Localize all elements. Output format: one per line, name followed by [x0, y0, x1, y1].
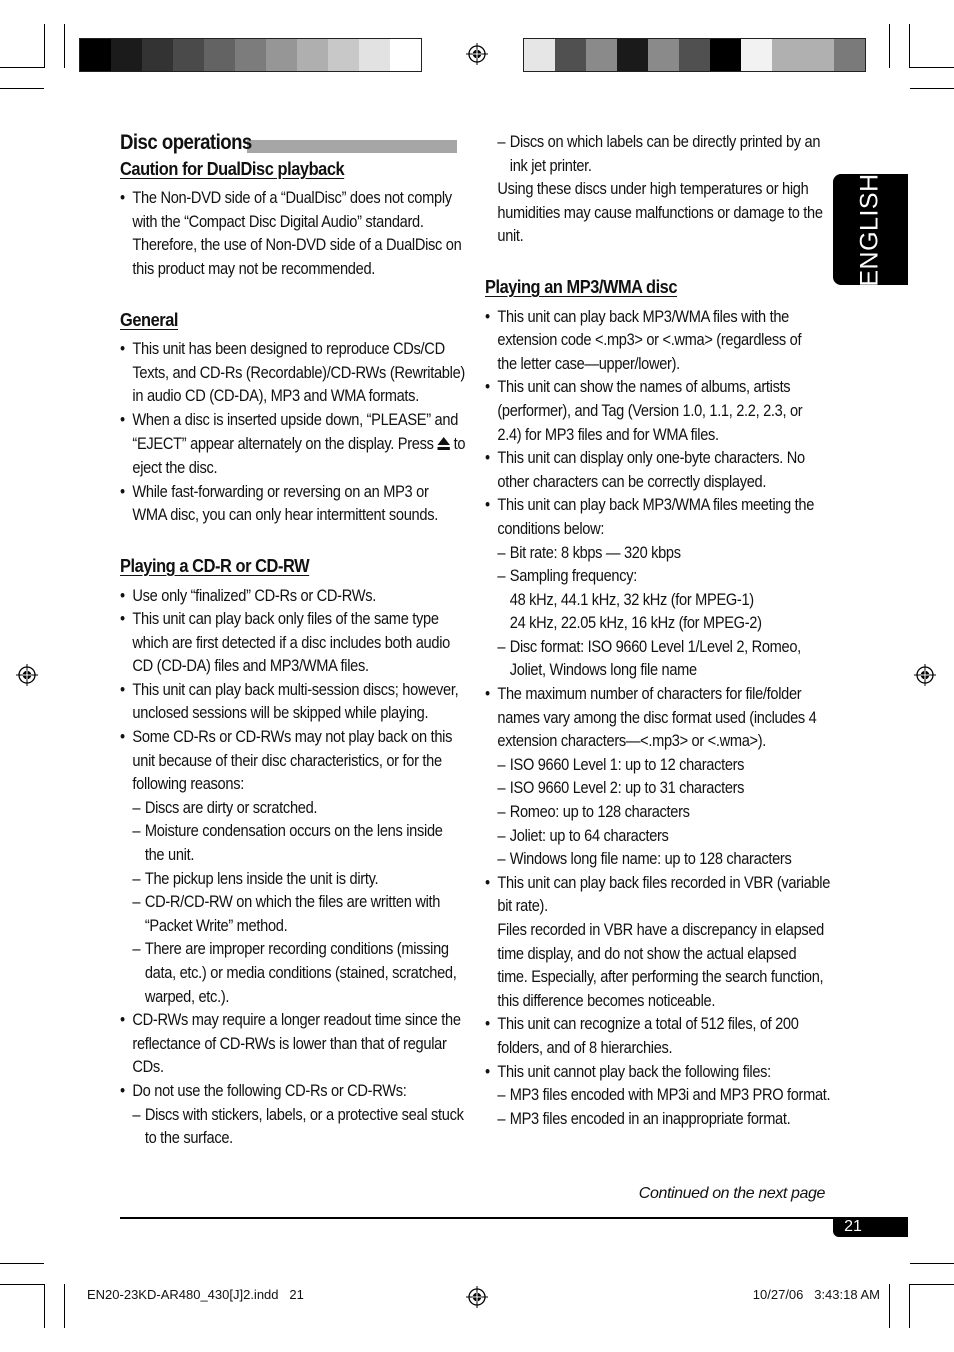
list-item-cont: WMA disc, you can only hear intermittent sounds. — [132, 506, 438, 525]
crop-mark — [0, 1263, 44, 1264]
paragraph-line: Using these discs under high temperatures or high — [497, 180, 809, 199]
list-item: • This unit can show the names of albums, artists — [485, 376, 830, 400]
list-item-cont: bit rate). — [497, 897, 548, 916]
list-item-cont: Files recorded in VBR have a discrepancy in elapsed — [497, 921, 824, 939]
sub-list-item: – Disc format: ISO 9660 Level 1/Level 2, Romeo, — [485, 636, 830, 660]
text-fragment: “EJECT” appear alternately on the display. Press — [132, 434, 438, 453]
list-item: • When a disc is inserted upside down, “PLEASE” and — [120, 409, 465, 433]
list-item-cont: this product may not be recommended. — [132, 259, 376, 278]
list-item: • This unit can play back only files of the same type — [120, 608, 465, 632]
file-info: EN20-23KD-AR480_430[J]2.indd 21 — [87, 1287, 304, 1302]
crop-mark — [64, 24, 65, 68]
list-item: • This unit cannot play back the following files: — [485, 1061, 830, 1085]
general-heading: General — [120, 308, 179, 330]
sub-list-item-cont: data, etc.) or media conditions (stained, scratched, — [144, 964, 457, 982]
color-swatch — [328, 39, 359, 71]
color-swatch — [390, 39, 421, 71]
sub-list-item-cont: 48 kHz, 44.1 kHz, 32 kHz (for MPEG-1) — [509, 590, 754, 609]
crop-mark — [910, 1284, 954, 1285]
eject-icon — [437, 434, 449, 458]
caution-heading: Caution for DualDisc playback — [120, 157, 345, 179]
timestamp: 10/27/06 3:43:18 AM — [752, 1287, 880, 1302]
sub-list-item: – The pickup lens inside the unit is dirty. — [120, 868, 465, 892]
list-item: • This unit can play back multi-session discs; however, — [120, 679, 465, 703]
list-item-cont: folders, and of 8 hierarchies. — [497, 1038, 673, 1057]
list-item: • This unit can display only one-byte characters. No — [485, 447, 830, 471]
color-swatch — [142, 39, 173, 71]
footer-rule — [120, 1217, 908, 1219]
crop-mark — [44, 24, 45, 68]
sub-list-item: – ISO 9660 Level 2: up to 31 characters — [485, 777, 830, 801]
list-item: • The Non-DVD side of a “DualDisc” does not comply — [120, 187, 465, 211]
list-item-cont — [120, 433, 465, 458]
color-swatch — [235, 39, 266, 71]
list-item: • Use only “finalized” CD-Rs or CD-RWs. — [120, 585, 465, 609]
paragraph-line: humidities may cause malfunctions or damage to the — [497, 203, 823, 222]
crop-mark — [910, 88, 954, 89]
text-fragment: to — [449, 434, 466, 453]
paragraph-line: unit. — [497, 227, 524, 246]
list-item-cont: with the “Compact Disc Digital Audio” standard. — [132, 212, 424, 231]
list-item: • This unit can recognize a total of 512 files, of 200 — [485, 1013, 830, 1037]
color-swatch — [266, 39, 297, 71]
list-item-cont: eject the disc. — [132, 459, 218, 478]
list-item: • This unit can play back MP3/WMA files with the — [485, 306, 830, 330]
color-swatch — [297, 39, 328, 71]
list-item-cont: names vary among the disc format used (includes 4 — [497, 708, 817, 727]
list-item-cont: reflectance of CD-RWs is lower than that of regular — [132, 1034, 447, 1053]
list-item-cont: Texts, and CD-Rs (Recordable)/CD-RWs (Rewritable) — [132, 363, 465, 382]
color-swatch — [524, 39, 555, 71]
sub-list-item-cont: to the surface. — [144, 1129, 233, 1148]
crop-mark — [909, 24, 910, 68]
crop-mark — [889, 1284, 890, 1328]
continued-note: Continued on the next page — [638, 1185, 825, 1202]
page-title: Disc operations — [120, 131, 252, 154]
sub-list-item: – There are improper recording conditions (missing — [120, 938, 465, 962]
color-swatch — [204, 39, 235, 71]
sub-list-item: – Discs on which labels can be directly printed by an — [485, 131, 830, 155]
sub-list-item-cont: the unit. — [144, 846, 195, 865]
list-item: • This unit can play back files recorded in VBR (variable — [485, 872, 830, 896]
color-swatch — [648, 39, 679, 71]
color-swatch — [111, 39, 142, 71]
crop-mark — [0, 67, 44, 68]
color-swatch — [741, 39, 772, 71]
left-column — [120, 131, 465, 1151]
crop-mark — [0, 1284, 44, 1285]
sub-list-item: – Joliet: up to 64 characters — [485, 825, 830, 849]
registration-mark-icon — [466, 1286, 488, 1308]
color-swatch — [772, 39, 803, 71]
list-item: • The maximum number of characters for file/folder — [485, 683, 830, 707]
list-item: • While fast-forwarding or reversing on an MP3 or — [120, 481, 465, 505]
color-calibration-bar-right — [523, 38, 866, 72]
list-item-cont: unclosed sessions will be skipped while playing. — [132, 704, 429, 723]
crop-mark — [910, 67, 954, 68]
sub-list-item: – Discs with stickers, labels, or a protective seal stuck — [120, 1104, 465, 1128]
sub-list-item-cont: “Packet Write” method. — [144, 916, 288, 935]
sub-list-item-cont: 24 kHz, 22.05 kHz, 16 kHz (for MPEG-2) — [509, 614, 762, 633]
color-swatch — [710, 39, 741, 71]
list-item: • Do not use the following CD-Rs or CD-RWs: — [120, 1080, 465, 1104]
color-swatch — [834, 39, 865, 71]
cdr-heading: Playing a CD-R or CD-RW — [120, 554, 310, 576]
color-calibration-bar-left — [79, 38, 422, 72]
sub-list-item: – Discs are dirty or scratched. — [120, 797, 465, 821]
sub-list-item: – Moisture condensation occurs on the lens inside — [120, 820, 465, 844]
list-item-cont: time. Especially, after performing the search function, — [497, 968, 824, 987]
list-item-cont: extension characters—<.mp3> or <.wma>). — [497, 732, 767, 751]
color-swatch — [617, 39, 648, 71]
crop-mark — [64, 1284, 65, 1328]
list-item-cont: CD (CD-DA) files and MP3/WMA files. — [132, 657, 369, 676]
list-item-cont: the letter case—upper/lower). — [497, 354, 680, 373]
sub-list-item: – Windows long file name: up to 128 characters — [485, 848, 830, 872]
list-item-cont: conditions below: — [497, 519, 605, 538]
registration-mark-icon — [466, 43, 488, 65]
sub-list-item-cont: warped, etc.). — [144, 987, 230, 1006]
sub-list-item: – MP3 files encoded with MP3i and MP3 PRO format. — [485, 1084, 830, 1108]
list-item-cont: time display, and do not show the actual elapsed — [497, 944, 797, 963]
list-item-cont: 2.4) for MP3 files and for WMA files. — [497, 425, 719, 444]
list-item-cont: extension code <.mp3> or <.wma> (regardless of — [497, 331, 802, 350]
sub-list-item: – MP3 files encoded in an inappropriate format. — [485, 1108, 830, 1132]
sub-list-item-cont: Joliet, Windows long file name — [509, 661, 697, 680]
list-item-cont: (performer), and Tag (Version 1.0, 1.1, 2.2, 2.3, or — [497, 401, 803, 420]
page-number: 21 — [844, 1218, 862, 1235]
language-tab-label: ENGLISH — [855, 173, 884, 287]
sub-list-item: – Romeo: up to 128 characters — [485, 801, 830, 825]
crop-mark — [44, 1284, 45, 1328]
color-swatch — [173, 39, 204, 71]
color-swatch — [80, 39, 111, 71]
registration-mark-icon — [914, 664, 936, 686]
mp3-heading: Playing an MP3/WMA disc — [485, 275, 678, 297]
registration-mark-icon — [16, 664, 38, 686]
sub-list-item: – ISO 9660 Level 1: up to 12 characters — [485, 754, 830, 778]
list-item: • CD-RWs may require a longer readout time since the — [120, 1009, 465, 1033]
list-item: • This unit can play back MP3/WMA files meeting the — [485, 494, 830, 518]
list-item-cont: following reasons: — [132, 775, 244, 794]
color-swatch — [803, 39, 834, 71]
list-item-cont: this difference becomes noticeable. — [497, 991, 716, 1010]
list-item-cont: CDs. — [132, 1058, 164, 1077]
crop-mark — [909, 1284, 910, 1328]
sub-list-item: – CD-R/CD-RW on which the files are written with — [120, 891, 465, 915]
list-item-cont: in audio CD (CD-DA), MP3 and WMA formats. — [132, 387, 419, 406]
sub-list-item: – Bit rate: 8 kbps — 320 kbps — [485, 542, 830, 566]
list-item-cont: unit because of their disc characteristics, or for the — [132, 751, 442, 770]
crop-mark — [0, 88, 44, 89]
color-swatch — [555, 39, 586, 71]
sub-list-item: – Sampling frequency: — [485, 565, 830, 589]
crop-mark — [889, 24, 890, 68]
color-swatch — [679, 39, 710, 71]
right-column — [485, 131, 830, 1131]
list-item-cont: which are first detected if a disc includes both audio — [132, 633, 450, 652]
color-swatch — [586, 39, 617, 71]
sub-list-item-cont: ink jet printer. — [509, 156, 592, 175]
list-item-cont: other characters can be correctly displayed. — [497, 472, 767, 491]
list-item-cont: Therefore, the use of Non-DVD side of a DualDisc on — [132, 236, 462, 255]
crop-mark — [910, 1263, 954, 1264]
list-item: • This unit has been designed to reproduce CDs/CD — [120, 338, 465, 362]
color-swatch — [359, 39, 390, 71]
list-item: • Some CD-Rs or CD-RWs may not play back on this — [120, 726, 465, 750]
